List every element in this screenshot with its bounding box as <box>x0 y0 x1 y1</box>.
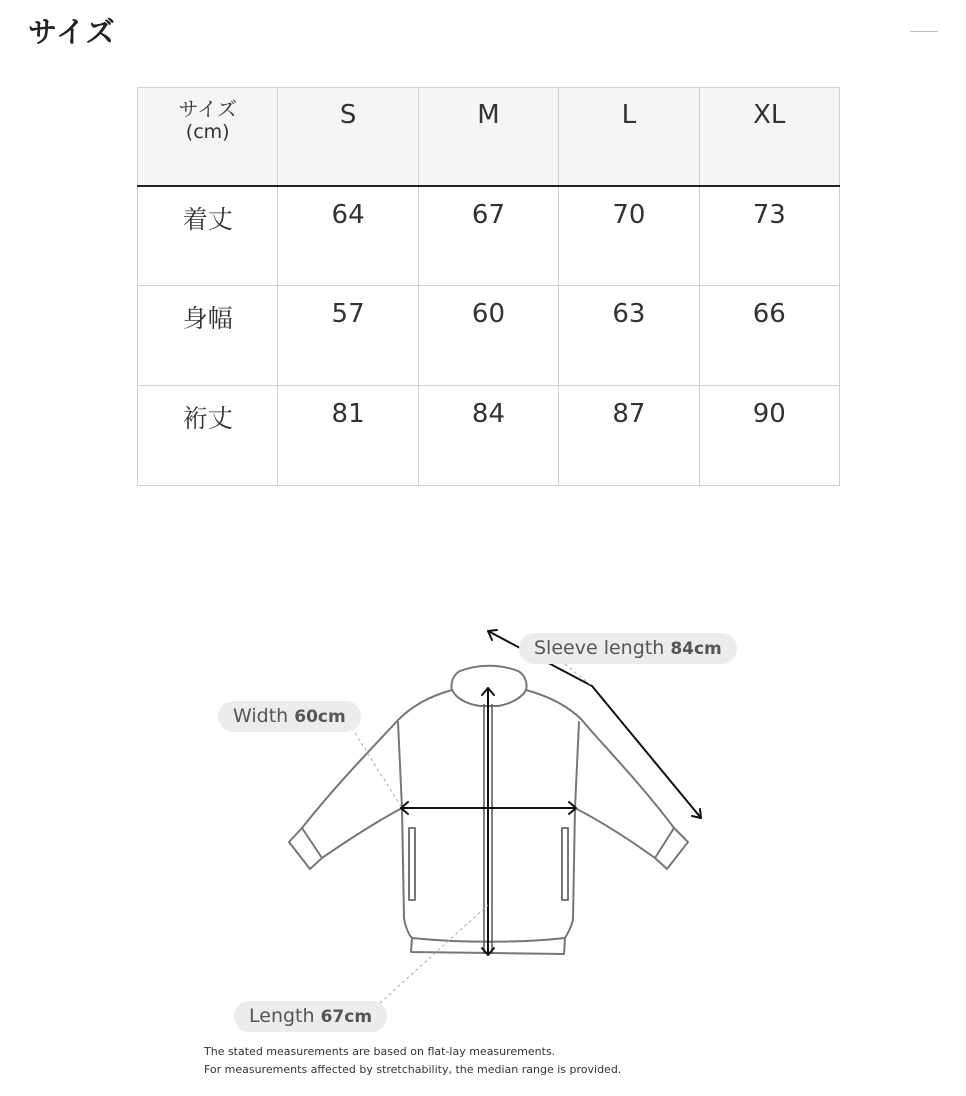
corner-unit: (cm) <box>185 121 230 143</box>
length-value: 67cm <box>320 1007 373 1027</box>
table-row <box>138 186 840 286</box>
table-header-row <box>138 88 840 186</box>
length-text: Length <box>249 1005 315 1027</box>
width-text: Width <box>233 705 289 727</box>
size-table <box>137 87 840 486</box>
sleeve-length-text: Sleeve length <box>534 637 665 659</box>
width-label <box>218 701 361 732</box>
left-cuff-line <box>302 828 322 858</box>
sleeve-length-value: 84cm <box>670 639 722 659</box>
size-header-xl: XL <box>699 88 839 186</box>
corner-header-cell <box>138 88 278 186</box>
table-cell: 64 <box>278 186 418 286</box>
corner-label: サイズ <box>178 97 237 121</box>
width-value: 60cm <box>294 707 346 727</box>
length-leader-line <box>380 905 488 1003</box>
row-label: 身幅 <box>138 286 278 386</box>
table-cell: 90 <box>699 386 839 486</box>
table-row <box>138 286 840 386</box>
width-leader-line <box>355 733 402 808</box>
table-cell: 63 <box>559 286 699 386</box>
table-cell: 70 <box>559 186 699 286</box>
size-header-l: L <box>559 88 699 186</box>
size-header-m: M <box>418 88 558 186</box>
measurement-note-2: For measurements affected by stretchability, the median range is provided. <box>204 1063 622 1076</box>
sleeve-length-label <box>519 633 737 664</box>
size-header-s: S <box>278 88 418 186</box>
table-cell: 73 <box>699 186 839 286</box>
left-armhole-seam <box>398 722 402 808</box>
table-cell: 81 <box>278 386 418 486</box>
table-row <box>138 386 840 486</box>
right-cuff-line <box>655 828 674 858</box>
collapse-toggle-icon[interactable] <box>910 31 938 32</box>
table-cell: 87 <box>559 386 699 486</box>
table-cell: 66 <box>699 286 839 386</box>
table-cell: 57 <box>278 286 418 386</box>
section-title: サイズ <box>28 15 116 49</box>
right-armhole-seam <box>575 722 579 808</box>
left-pocket <box>409 828 415 900</box>
jacket-diagram <box>0 600 966 1050</box>
table-cell: 84 <box>418 386 558 486</box>
table-cell: 67 <box>418 186 558 286</box>
row-label: 着丈 <box>138 186 278 286</box>
sleeve-leader-line <box>565 664 592 686</box>
right-pocket <box>562 828 568 900</box>
row-label: 裄丈 <box>138 386 278 486</box>
length-label <box>234 1001 387 1032</box>
table-cell: 60 <box>418 286 558 386</box>
measurement-note-1: The stated measurements are based on flat-lay measurements. <box>204 1045 556 1058</box>
